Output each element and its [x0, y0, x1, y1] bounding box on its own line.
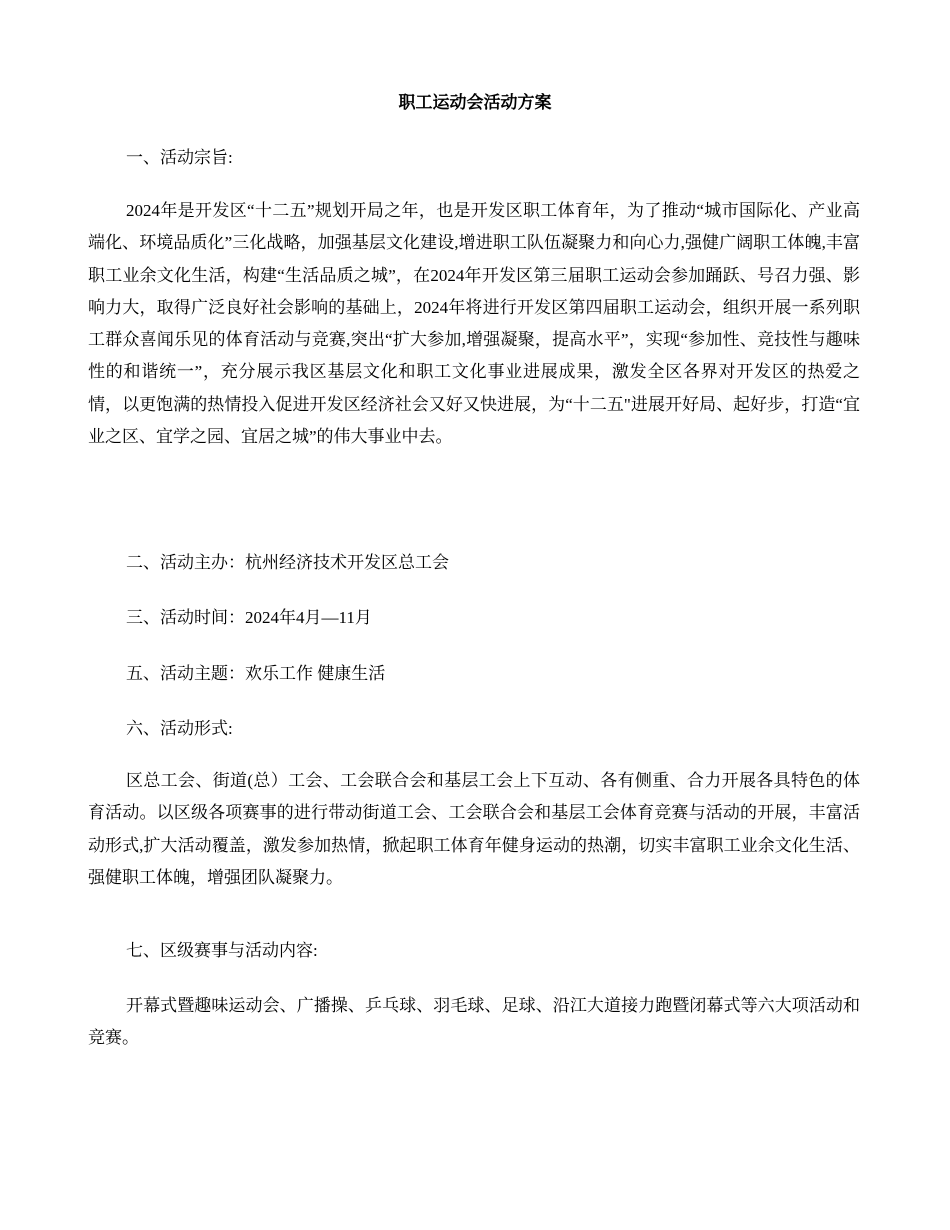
section-paragraph-events: 开幕式暨趣味运动会、广播操、乒乓球、羽毛球、足球、沿江大道接力跑暨闭幕式等六大项活动和竞赛。: [88, 996, 860, 1048]
section-paragraph-form: 区总工会、街道(总）工会、工会联合会和基层工会上下互动、各有侧重、合力开展各具特色的体育活动。以区级各项赛事的进行带动街道工会、工会联合会和基层工会体育竞赛与活动的开展，丰富活动形式,扩大活动覆盖，激发参加热情，掀起职工体育年健身运动的热潮，切实丰富职工业余文化生活、强健职工体魄，增强团队凝聚力。: [88, 771, 860, 887]
section-heading-purpose: 一、活动宗旨:: [126, 148, 233, 167]
section-heading-events: 七、区级赛事与活动内容:: [126, 941, 318, 960]
section-line-organizer: 二、活动主办：杭州经济技术开发区总工会: [126, 553, 449, 572]
section-line-time: 三、活动时间：2024年4月—11月: [126, 608, 372, 627]
document-title: 职工运动会活动方案: [398, 93, 552, 112]
section-heading-form: 六、活动形式:: [126, 719, 233, 738]
section-line-theme: 五、活动主题：欢乐工作 健康生活: [126, 664, 386, 683]
section-paragraph-purpose: 2024年是开发区“十二五”规划开局之年，也是开发区职工体育年，为了推动“城市国际化、产业高端化、环境品质化”三化战略，加强基层文化建设,增进职工队伍凝聚力和向心力,强健广阔职工体魄,丰富职工业余文化生活，构建“生活品质之城”，在2024年开发区第三届职工运动会参加踊跃、号召力强、影响力大，取得广泛良好社会影响的基础上，2024年将进行开发区第四届职工运动会，组织开展一系列职工群众喜闻乐见的体育活动与竞赛,突出“扩大参加,增强凝聚，提高水平”，实现“参加性、竞技性与趣味性的和谐统一”，充分展示我区基层文化和职工文化事业进展成果，激发全区各界对开发区的热爱之情，以更饱满的热情投入促进开发区经济社会又好又快进展，为“十二五"进展开好局、起好步，打造“宜业之区、宜学之园、宜居之城”的伟大事业中去。: [88, 201, 860, 447]
